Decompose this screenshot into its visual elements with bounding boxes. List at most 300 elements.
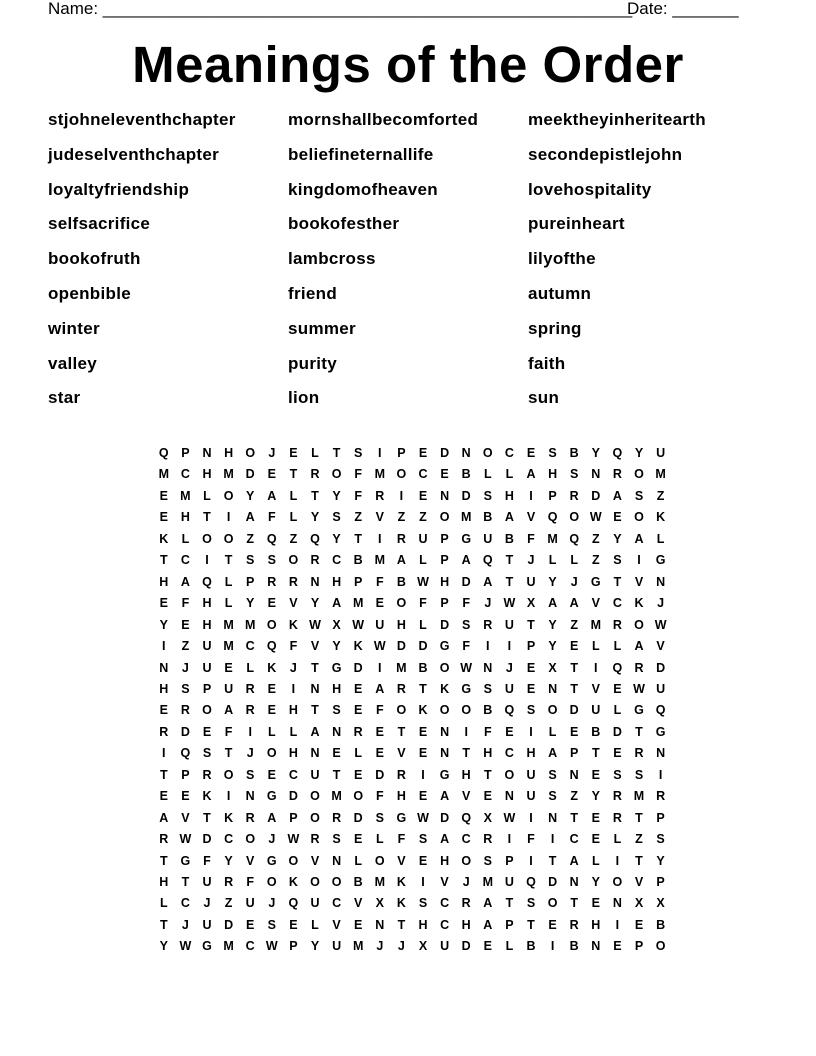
grid-letter: A [310, 724, 320, 739]
grid-letter: T [505, 553, 514, 568]
grid-letter: G [331, 660, 342, 675]
grid-letter: Q [612, 446, 623, 460]
grid-letter: O [612, 875, 623, 889]
grid-letter: D [353, 810, 363, 825]
grid-letter: A [440, 832, 450, 847]
grid-letter: O [353, 789, 364, 804]
word-list-item: bookofruth [48, 249, 141, 269]
grid-letter: I [464, 724, 468, 739]
grid-letter: R [353, 724, 363, 739]
grid-letter: I [637, 553, 641, 568]
grid-letter: N [245, 789, 255, 804]
grid-letter: E [418, 724, 428, 739]
grid-letter: N [504, 789, 514, 804]
grid-letter: E [332, 746, 341, 761]
grid-letter: L [548, 724, 557, 739]
grid-letter: R [612, 467, 622, 482]
grid-letter: C [440, 896, 450, 911]
grid-letter: E [181, 789, 190, 804]
grid-letter: B [461, 467, 471, 482]
grid-letter: I [378, 660, 382, 675]
grid-letter: U [504, 617, 514, 632]
grid-letter: N [440, 746, 450, 761]
grid-letter: B [526, 939, 536, 954]
word-list-item: pureinheart [528, 214, 625, 234]
word-list-item: judeselventhchapter [48, 144, 220, 164]
word-list-item: spring [528, 318, 582, 338]
grid-letter: E [526, 660, 536, 675]
grid-letter: E [613, 746, 622, 761]
grid-letter: J [484, 596, 492, 611]
grid-letter: E [267, 703, 276, 718]
grid-letter: B [504, 531, 514, 546]
grid-letter: O [461, 703, 472, 718]
grid-letter: A [375, 681, 385, 696]
grid-letter: L [613, 703, 622, 718]
grid-letter: H [332, 574, 342, 589]
grid-letter: M [223, 617, 234, 632]
word-list-item: stjohneleventhchapter [48, 110, 236, 129]
grid-letter: C [180, 896, 190, 911]
grid-letter: W [179, 832, 192, 847]
grid-letter: H [591, 917, 601, 932]
grid-letter: A [504, 510, 514, 525]
grid-letter: T [159, 853, 168, 868]
grid-letter: C [245, 939, 255, 954]
grid-letter: O [245, 446, 256, 460]
grid-letter: Z [635, 832, 643, 847]
grid-letter: S [613, 767, 622, 782]
grid-letter: O [634, 467, 644, 482]
grid-letter: C [245, 639, 255, 654]
grid-letter: D [180, 724, 190, 739]
grid-letter: C [180, 553, 190, 568]
grid-letter: U [202, 660, 212, 675]
grid-letter: P [440, 553, 449, 568]
grid-letter: E [375, 746, 384, 761]
grid-letter: L [375, 832, 384, 847]
grid-letter: P [505, 917, 514, 932]
grid-letter: L [483, 467, 492, 482]
grid-letter: L [311, 917, 319, 932]
grid-letter: R [245, 703, 255, 718]
word-list-item: friend [288, 284, 338, 303]
grid-letter: M [223, 939, 234, 954]
grid-letter: L [613, 639, 622, 654]
grid-letter: D [288, 789, 298, 804]
grid-letter: T [527, 917, 535, 932]
grid-letter: E [354, 832, 363, 847]
grid-letter: S [526, 896, 536, 911]
grid-letter: F [267, 510, 276, 525]
grid-letter: R [224, 875, 234, 889]
grid-letter: Y [332, 531, 341, 546]
grid-letter: R [461, 896, 471, 911]
grid-letter: E [634, 917, 644, 932]
grid-letter: I [399, 488, 404, 503]
grid-letter: U [375, 617, 385, 632]
grid-letter: N [375, 917, 385, 932]
grid-letter: L [246, 660, 254, 675]
grid-letter: A [569, 853, 579, 868]
grid-letter: Y [591, 789, 600, 804]
grid-letter: T [203, 810, 211, 825]
grid-letter: T [159, 917, 168, 932]
grid-letter: E [289, 446, 298, 460]
grid-letter: V [289, 596, 298, 611]
grid-letter: N [483, 660, 493, 675]
grid-letter: O [202, 703, 212, 718]
word-list-item: purity [288, 353, 338, 373]
grid-letter: U [202, 639, 212, 654]
grid-letter: X [634, 896, 644, 911]
grid-letter: M [482, 875, 493, 889]
grid-letter: J [505, 660, 513, 675]
grid-letter: S [246, 553, 255, 568]
grid-letter: T [591, 746, 600, 761]
word-list-item: summer [288, 318, 356, 338]
grid-letter: D [461, 574, 471, 589]
grid-letter: T [570, 660, 578, 675]
grid-letter: B [396, 574, 406, 589]
grid-letter: B [418, 660, 428, 675]
grid-letter: K [634, 596, 644, 611]
grid-letter: O [245, 832, 256, 847]
page-title: Meanings of the Order [132, 36, 684, 93]
grid-letter: F [527, 531, 535, 546]
grid-letter: H [224, 446, 234, 460]
grid-letter: F [483, 724, 492, 739]
grid-letter: K [267, 660, 277, 675]
word-list-item: sun [528, 388, 560, 408]
grid-letter: C [504, 446, 514, 460]
grid-letter: A [396, 553, 406, 568]
grid-letter: L [311, 446, 319, 460]
grid-letter: D [548, 875, 558, 889]
grid-letter: H [332, 681, 342, 696]
grid-letter: M [244, 617, 256, 632]
grid-letter: F [419, 596, 427, 611]
grid-letter: J [203, 896, 211, 911]
grid-letter: O [266, 617, 277, 632]
grid-letter: S [462, 617, 471, 632]
grid-letter: E [526, 446, 536, 460]
grid-letter: V [332, 917, 341, 932]
grid-letter: P [440, 531, 449, 546]
grid-letter: M [396, 660, 407, 675]
grid-letter: Q [569, 531, 580, 546]
grid-letter: R [159, 724, 169, 739]
grid-letter: V [397, 746, 406, 761]
grid-letter: N [591, 939, 601, 954]
grid-letter: Q [461, 810, 472, 825]
grid-letter: X [418, 939, 428, 954]
grid-letter: G [655, 553, 666, 568]
grid-letter: O [288, 553, 299, 568]
grid-letter: N [656, 746, 666, 761]
grid-letter: F [289, 639, 298, 654]
grid-letter: P [397, 446, 406, 460]
grid-letter: U [504, 681, 514, 696]
grid-letter: P [289, 939, 298, 954]
grid-letter: S [181, 681, 190, 696]
grid-letter: B [591, 724, 601, 739]
grid-letter: A [612, 488, 622, 503]
grid-letter: P [570, 746, 579, 761]
grid-letter: L [181, 531, 190, 546]
grid-letter: L [224, 596, 233, 611]
grid-letter: U [526, 574, 536, 589]
grid-letter: L [505, 467, 514, 482]
grid-letter: P [354, 574, 363, 589]
grid-letter: V [462, 789, 471, 804]
grid-letter: U [504, 875, 514, 889]
grid-letter: L [591, 853, 600, 868]
grid-letter: U [224, 681, 234, 696]
word-list-item: selfsacrifice [48, 214, 151, 234]
grid-letter: O [569, 510, 580, 525]
grid-letter: Q [612, 660, 623, 675]
grid-letter: G [590, 574, 601, 589]
grid-letter: Q [180, 746, 191, 761]
word-list-item: meektheyinheritearth [528, 110, 706, 129]
grid-letter: T [332, 767, 341, 782]
grid-letter: G [461, 681, 472, 696]
grid-letter: J [570, 574, 578, 589]
grid-letter: E [570, 639, 579, 654]
word-list-item: bookofesther [288, 214, 400, 234]
grid-letter: U [202, 917, 212, 932]
grid-letter: R [396, 681, 406, 696]
grid-letter: H [440, 853, 450, 868]
grid-letter: Z [570, 617, 578, 632]
grid-letter: E [354, 681, 363, 696]
grid-letter: O [655, 939, 666, 954]
grid-letter: I [248, 724, 252, 739]
grid-letter: T [224, 553, 233, 568]
grid-letter: R [180, 703, 190, 718]
grid-letter: T [570, 896, 578, 911]
grid-letter: F [246, 875, 254, 889]
grid-letter: S [548, 789, 557, 804]
word-list-item: mornshallbecomforted [288, 110, 479, 129]
grid-letter: M [655, 467, 666, 482]
grid-letter: Z [224, 896, 233, 911]
grid-letter: X [375, 896, 384, 911]
grid-letter: N [656, 574, 666, 589]
grid-letter: U [418, 531, 428, 546]
grid-letter: T [311, 488, 319, 503]
grid-letter: K [353, 639, 363, 654]
grid-letter: E [591, 767, 600, 782]
grid-letter: H [548, 467, 558, 482]
grid-letter: U [656, 681, 666, 696]
grid-letter: T [397, 724, 406, 739]
grid-letter: G [266, 853, 277, 868]
grid-letter: T [635, 853, 643, 868]
grid-letter: U [526, 767, 536, 782]
grid-letter: A [634, 639, 644, 654]
grid-letter: K [656, 510, 666, 525]
grid-letter: F [354, 467, 362, 482]
grid-letter: R [483, 617, 493, 632]
grid-letter: K [396, 875, 406, 889]
word-list-item: winter [48, 318, 100, 338]
grid-letter: N [202, 446, 212, 460]
grid-letter: A [159, 810, 169, 825]
grid-letter: Q [158, 446, 169, 460]
grid-letter: I [162, 746, 166, 761]
grid-letter: N [310, 574, 320, 589]
grid-letter: W [503, 596, 516, 611]
grid-letter: G [655, 724, 666, 739]
grid-letter: O [634, 617, 644, 632]
grid-letter: K [418, 703, 428, 718]
grid-letter: D [440, 446, 450, 460]
grid-letter: M [374, 875, 385, 889]
grid-letter: C [332, 553, 342, 568]
grid-letter: N [159, 660, 169, 675]
grid-letter: R [375, 488, 385, 503]
grid-letter: W [179, 939, 192, 954]
grid-letter: B [353, 875, 363, 889]
grid-letter: Q [504, 703, 515, 718]
grid-letter: S [332, 510, 341, 525]
grid-letter: F [527, 832, 535, 847]
grid-letter: I [594, 660, 598, 675]
grid-letter: T [570, 681, 578, 696]
grid-letter: F [203, 853, 211, 868]
grid-letter: O [266, 875, 277, 889]
grid-letter: L [354, 853, 362, 868]
grid-letter: Z [570, 789, 578, 804]
grid-letter: S [483, 681, 492, 696]
grid-letter: F [375, 703, 384, 718]
grid-letter: T [570, 810, 578, 825]
grid-letter: H [202, 617, 212, 632]
grid-letter: V [591, 681, 600, 696]
grid-letter: E [591, 810, 600, 825]
grid-letter: S [634, 488, 644, 503]
grid-letter: V [181, 810, 190, 825]
grid-letter: R [396, 767, 406, 782]
grid-letter: K [288, 617, 298, 632]
grid-letter: Z [397, 510, 406, 525]
grid-letter: T [311, 660, 319, 675]
grid-letter: Q [202, 574, 212, 589]
grid-letter: V [310, 853, 320, 868]
grid-letter: A [483, 896, 493, 911]
grid-letter: Z [354, 510, 362, 525]
grid-letter: S [613, 553, 622, 568]
grid-letter: E [483, 939, 492, 954]
grid-letter: E [159, 789, 168, 804]
grid-letter: C [224, 832, 234, 847]
grid-letter: W [373, 639, 386, 654]
grid-letter: K [396, 896, 406, 911]
grid-letter: Z [419, 510, 427, 525]
grid-letter: O [547, 703, 558, 718]
grid-letter: O [634, 510, 644, 525]
grid-letter: E [548, 917, 557, 932]
grid-letter: J [181, 660, 189, 675]
grid-letter: A [634, 531, 644, 546]
grid-letter: O [331, 467, 342, 482]
word-list-item: secondepistlejohn [528, 144, 683, 164]
grid-letter: V [375, 510, 384, 525]
grid-letter: D [612, 724, 622, 739]
grid-letter: X [332, 617, 341, 632]
grid-letter: A [440, 789, 450, 804]
grid-letter: Q [547, 510, 558, 525]
grid-letter: B [656, 917, 666, 932]
grid-letter: E [418, 488, 428, 503]
grid-letter: V [354, 896, 363, 911]
grid-letter: B [353, 553, 363, 568]
grid-letter: B [569, 939, 579, 954]
grid-letter: G [461, 531, 472, 546]
grid-letter: L [289, 488, 298, 503]
grid-letter: T [332, 446, 341, 460]
grid-letter: Y [310, 510, 320, 525]
grid-letter: R [267, 574, 277, 589]
grid-letter: N [440, 724, 450, 739]
grid-letter: O [396, 596, 407, 611]
grid-letter: S [354, 446, 363, 460]
grid-letter: O [310, 810, 320, 825]
grid-letter: O [374, 853, 385, 868]
grid-letter: I [529, 488, 533, 503]
word-list-item: beliefineternallife [288, 144, 434, 164]
grid-letter: Z [591, 531, 600, 546]
grid-letter: P [202, 681, 212, 696]
grid-letter: E [613, 939, 622, 954]
grid-letter: T [548, 853, 557, 868]
grid-letter: L [570, 553, 578, 568]
grid-letter: M [158, 467, 169, 482]
grid-letter: G [439, 639, 450, 654]
grid-letter: C [440, 917, 450, 932]
grid-letter: N [569, 875, 579, 889]
grid-letter: W [503, 810, 516, 825]
grid-letter: L [267, 724, 276, 739]
grid-letter: S [483, 488, 492, 503]
grid-letter: K [159, 531, 169, 546]
grid-letter: P [656, 875, 665, 889]
grid-letter: S [375, 810, 384, 825]
grid-letter: V [246, 853, 255, 868]
grid-letter: O [396, 467, 407, 482]
grid-letter: D [396, 639, 406, 654]
grid-letter: D [461, 488, 471, 503]
grid-letter: D [353, 660, 363, 675]
grid-letter: L [289, 510, 298, 525]
grid-letter: I [378, 446, 382, 460]
grid-letter: P [505, 853, 514, 868]
grid-letter: T [505, 574, 514, 589]
grid-letter: R [483, 832, 493, 847]
grid-letter: I [205, 553, 209, 568]
grid-letter: J [246, 746, 254, 761]
grid-letter: I [658, 767, 663, 782]
grid-letter: O [288, 853, 299, 868]
grid-letter: D [440, 810, 450, 825]
grid-letter: I [507, 639, 512, 654]
grid-letter: Z [246, 531, 254, 546]
grid-letter: O [310, 875, 320, 889]
grid-letter: I [378, 531, 382, 546]
grid-letter: T [354, 531, 362, 546]
